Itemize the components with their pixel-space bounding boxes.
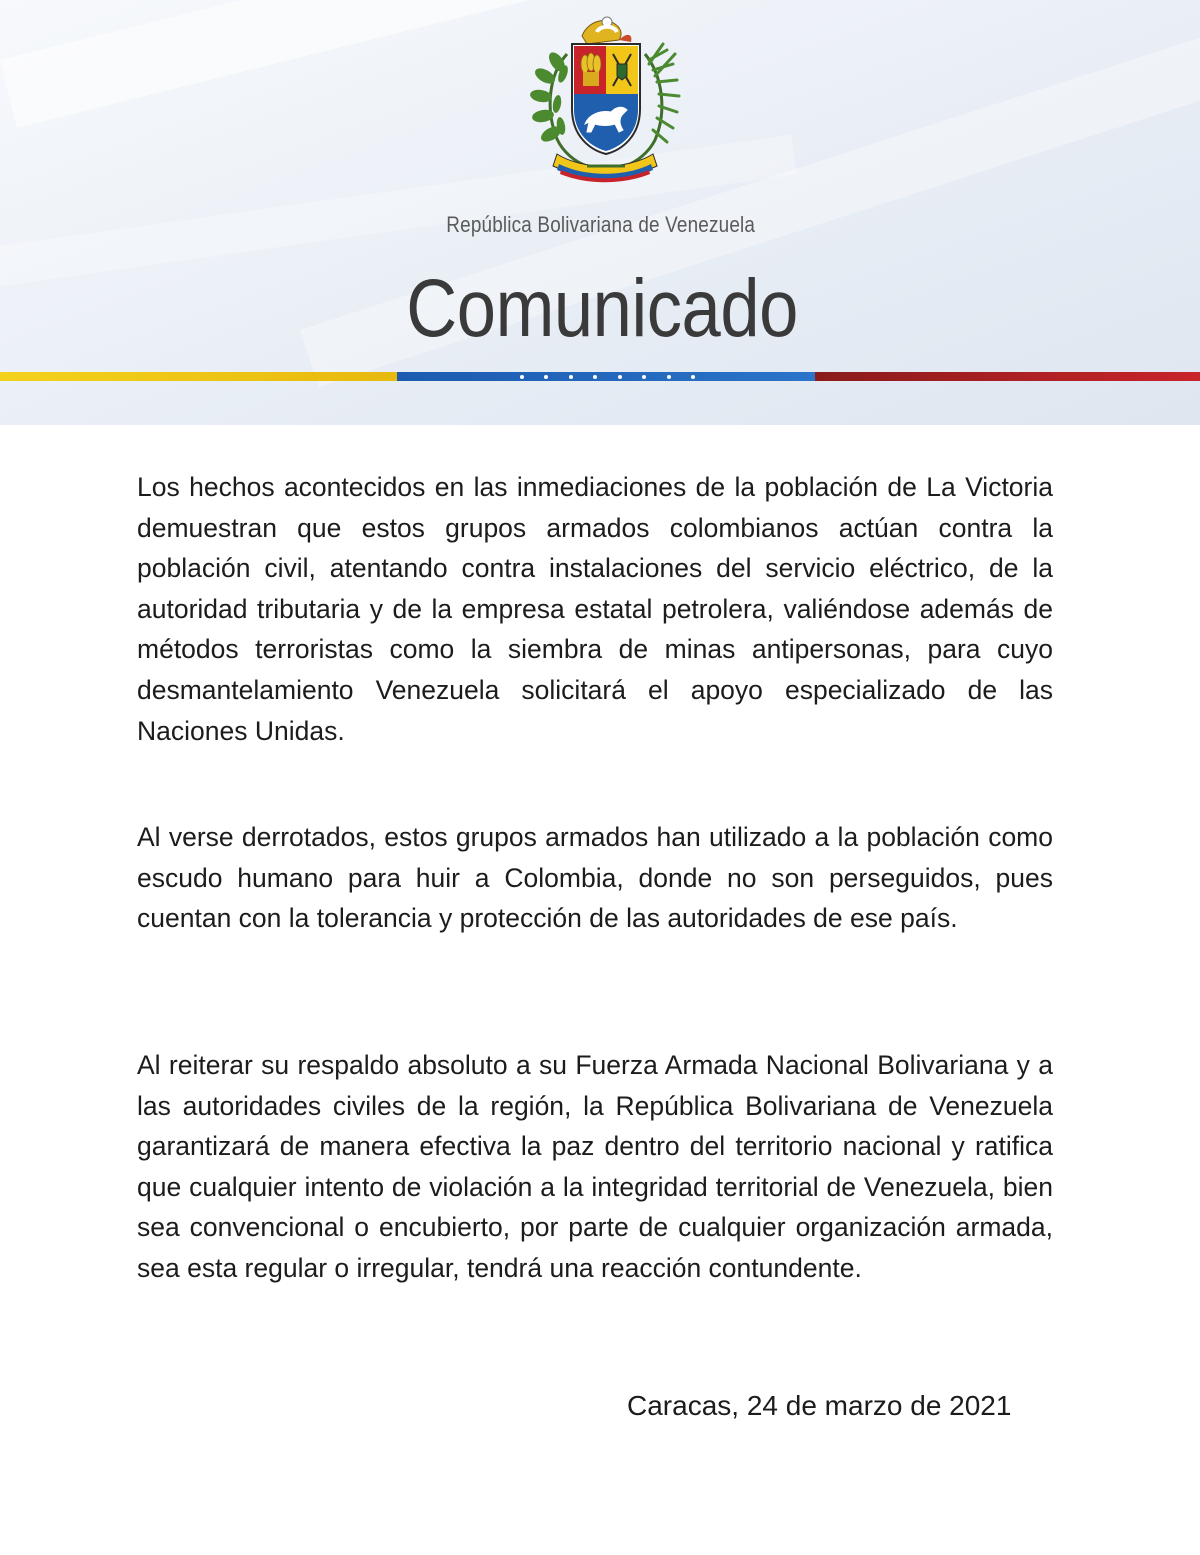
- flag-stars: [520, 375, 695, 381]
- place-and-date: Caracas, 24 de marzo de 2021: [627, 1390, 1012, 1421]
- star-icon: [618, 375, 622, 379]
- paragraph-3: Al reiterar su respaldo absoluto a su Fuerza Armada Nacional Bolivariana y a las autoridades civiles de la región, la República Bolivariana de Venezuela garantizará de manera efectiva la paz dentro del territorio nacional y ratifica que cualquier intento de violación a la integridad territorial de Venezuela, bien sea convencional o encubierto, por parte de cualquier organización armada, sea esta regular o irregular, tendrá una reacción contundente.: [137, 1050, 1053, 1283]
- flag-yellow-stripe: [0, 372, 397, 381]
- star-icon: [691, 375, 695, 379]
- paragraph-1: Los hechos acontecidos en las inmediaciones de la población de La Victoria demuestran que estos grupos armados colombianos actúan contra la población civil, atentando contra instalaciones del servicio eléctrico, de la autoridad tributaria y de la empresa estatal petrolera, valiéndose además de métodos terroristas como la siembra de minas antipersonas, para cuyo desmantelamiento Venezuela solicitará el apoyo especializado de las Naciones Unidas.: [137, 472, 1053, 746]
- document-title: Comunicado: [406, 263, 798, 354]
- letterhead: [0, 0, 1200, 425]
- star-icon: [642, 375, 646, 379]
- star-icon: [544, 375, 548, 379]
- star-icon: [667, 375, 671, 379]
- paragraph-2: Al verse derrotados, estos grupos armados han utilizado a la población como escudo humano para huir a Colombia, donde no son perseguidos, pues cuentan con la tolerancia y protección de las autoridades de ese país.: [137, 822, 1053, 934]
- republic-name: República Bolivariana de Venezuela: [446, 212, 756, 237]
- coat-of-arms-icon: [527, 14, 682, 186]
- star-icon: [593, 375, 597, 379]
- star-icon: [569, 375, 573, 379]
- flag-red-stripe: [815, 372, 1200, 381]
- star-icon: [520, 375, 524, 379]
